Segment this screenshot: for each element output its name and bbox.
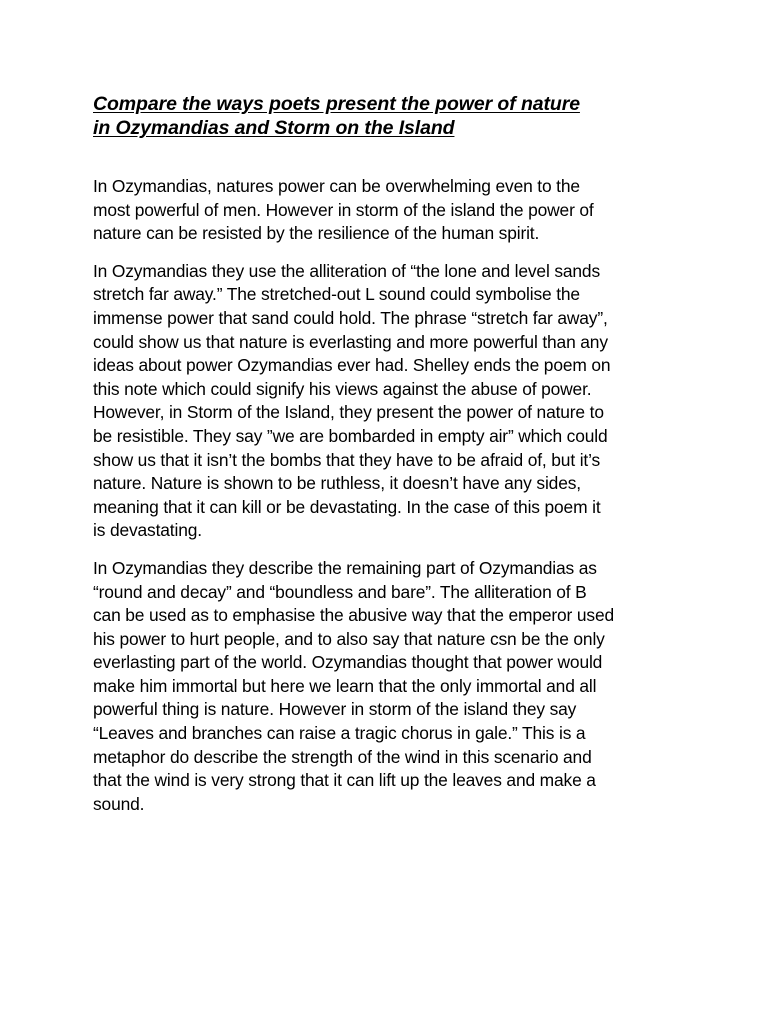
text-line: In Ozymandias they use the alliteration of “the lone and level sands bbox=[93, 260, 600, 281]
text-line: his power to hurt people, and to also say that nature csn be the only bbox=[93, 628, 605, 649]
text-line: “Leaves and branches can raise a tragic chorus in gale.” This is a bbox=[93, 723, 586, 744]
text-line: meaning that it can kill or be devastating. In the case of this poem it bbox=[93, 496, 601, 517]
text-line: nature. Nature is shown to be ruthless, it doesn’t have any sides, bbox=[93, 473, 581, 494]
text-line: show us that it isn’t the bombs that they have to be afraid of, but it’s bbox=[93, 449, 601, 470]
document-page bbox=[93, 92, 683, 830]
text-line: stretch far away.” The stretched-out L sound could symbolise the bbox=[93, 284, 580, 305]
title-line: Compare the ways poets present the power of nature bbox=[93, 93, 580, 115]
text-line: everlasting part of the world. Ozymandias thought that power would bbox=[93, 652, 603, 673]
text-line: make him immortal but here we learn that the only immortal and all bbox=[93, 675, 597, 696]
text-line: “round and decay” and “boundless and bare”. The alliteration of B bbox=[93, 581, 587, 602]
essay-title bbox=[93, 92, 683, 140]
title-line: in Ozymandias and Storm on the Island bbox=[93, 117, 455, 139]
text-line: powerful thing is nature. However in storm of the island they say bbox=[93, 699, 577, 720]
text-line: be resistible. They say ”we are bombarded in empty air” which could bbox=[93, 425, 608, 446]
text-line: However, in Storm of the Island, they present the power of nature to bbox=[93, 402, 604, 423]
text-line: sound. bbox=[93, 793, 145, 814]
text-line: could show us that nature is everlasting and more powerful than any bbox=[93, 331, 608, 352]
paragraph-alliteration-sands bbox=[93, 260, 683, 543]
text-line: In Ozymandias, natures power can be overwhelming even to the bbox=[93, 176, 580, 196]
text-line: is devastating. bbox=[93, 520, 202, 541]
text-line: this note which could signify his views against the abuse of power. bbox=[93, 378, 592, 399]
text-line: ideas about power Ozymandias ever had. Shelley ends the poem on bbox=[93, 355, 611, 376]
text-line: most powerful of men. However in storm of the island the power of bbox=[93, 199, 594, 220]
text-line: In Ozymandias they describe the remaining part of Ozymandias as bbox=[93, 557, 597, 578]
text-line: immense power that sand could hold. The phrase “stretch far away”, bbox=[93, 307, 608, 328]
text-line: nature can be resisted by the resilience of the human spirit. bbox=[93, 223, 540, 244]
text-line: metaphor do describe the strength of the wind in this scenario and bbox=[93, 746, 592, 767]
text-line: can be used as to emphasise the abusive way that the emperor used bbox=[93, 605, 614, 626]
text-line: that the wind is very strong that it can lift up the leaves and make a bbox=[93, 770, 596, 791]
paragraph-intro bbox=[93, 175, 683, 246]
paragraph-alliteration-b bbox=[93, 557, 683, 817]
